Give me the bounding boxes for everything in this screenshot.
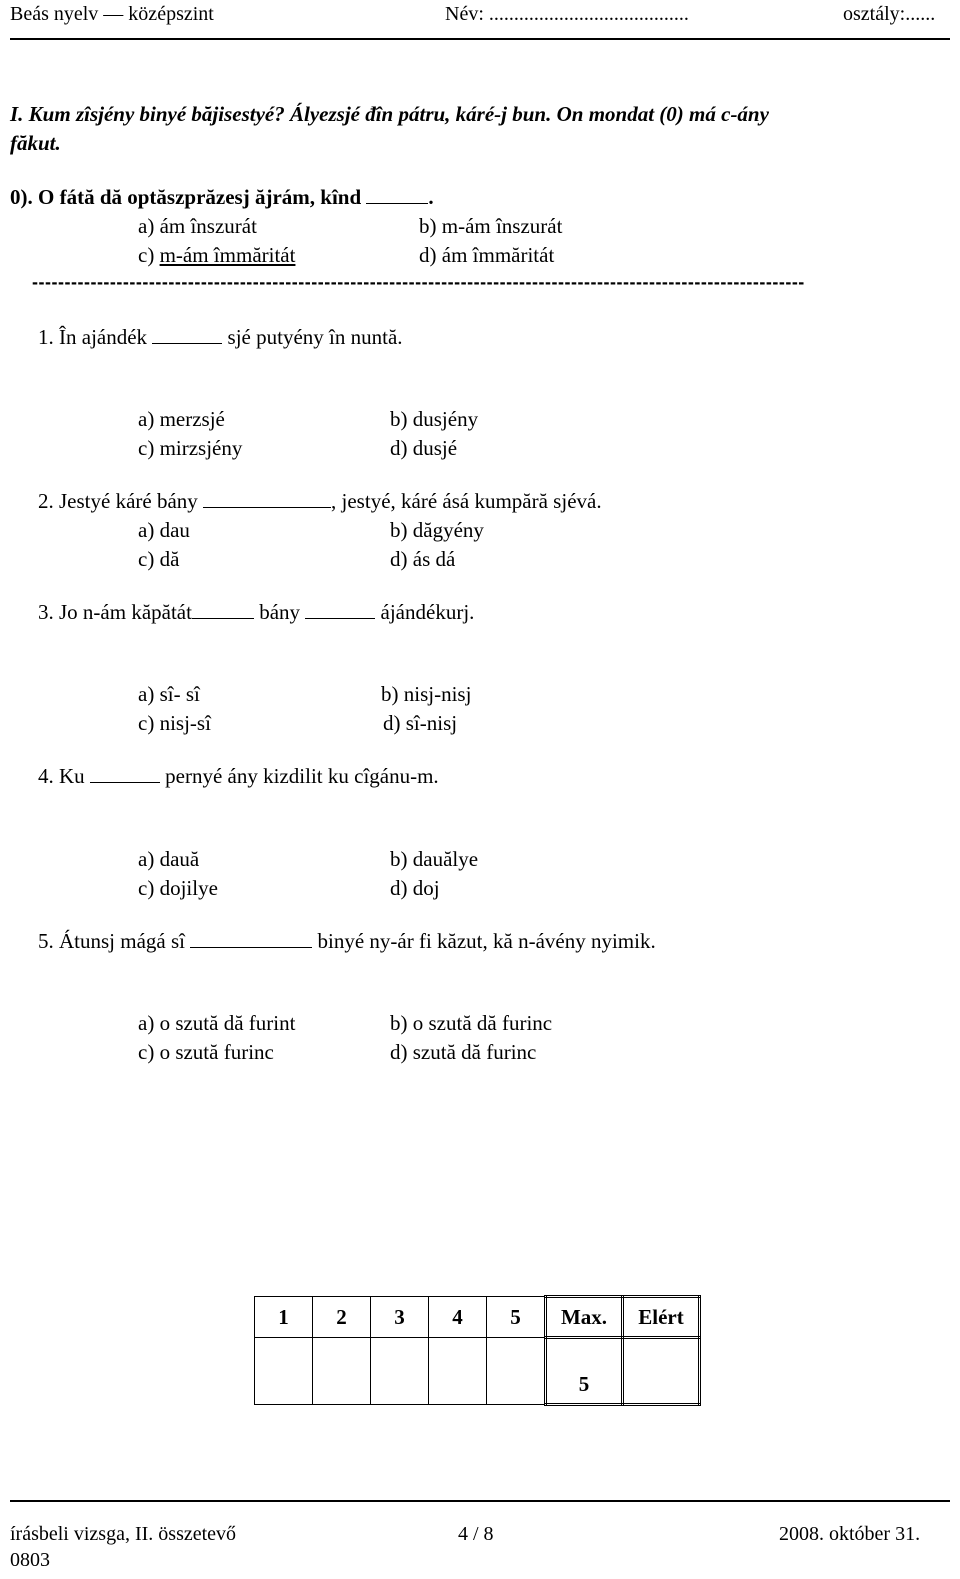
footer-exam-label: írásbeli vizsga, II. összetevő xyxy=(10,1523,237,1545)
footer-page-number: 4 / 8 xyxy=(458,1523,494,1545)
task-title-line2: făkut. xyxy=(10,131,61,155)
question-3-blank-1 xyxy=(192,602,254,619)
question-3-text-b: bány xyxy=(259,600,301,624)
question-4 xyxy=(38,766,439,787)
question-1-option-c: c) mirzsjény xyxy=(138,436,243,460)
score-header-max: Max. xyxy=(546,1297,623,1338)
example-option-c xyxy=(138,245,295,266)
question-2-option-b: b) dăgyény xyxy=(390,518,484,542)
score-table-header-row xyxy=(255,1297,700,1338)
question-4-option-d: d) doj xyxy=(390,876,440,900)
example-separator: ----------------------------------------------------------------------------------------------------------------------- xyxy=(32,273,805,291)
question-3-blank-2 xyxy=(305,602,375,619)
question-1 xyxy=(38,327,403,348)
question-3-option-d: d) sî-nisj xyxy=(383,711,458,735)
example-option-d: d) ám îmmăritát xyxy=(419,243,555,267)
score-cell-5 xyxy=(487,1338,546,1405)
question-2-option-d: d) ás dá xyxy=(390,547,456,571)
question-3-text-c: ájándékurj. xyxy=(380,600,475,624)
question-4-option-b: b) dauălye xyxy=(390,847,479,871)
question-1-text-a: 1. În ajándék xyxy=(38,325,148,349)
score-header-5: 5 xyxy=(487,1297,546,1338)
score-header-1: 1 xyxy=(255,1297,313,1338)
question-1-option-b: b) dusjény xyxy=(390,407,479,431)
score-table-value-row xyxy=(255,1338,700,1405)
question-5-text-b: binyé ny-ár fi kăzut, kă n-ávény nyimik. xyxy=(317,929,656,953)
question-5-option-a: a) o szută dă furint xyxy=(138,1011,296,1035)
header-name-field: Név: ........................................ xyxy=(445,3,689,25)
example-end: . xyxy=(428,185,434,209)
score-cell-4 xyxy=(429,1338,487,1405)
footer-code: 0803 xyxy=(10,1549,50,1571)
question-2-blank xyxy=(203,491,331,508)
question-2-text-b: , jestyé, káré ásá kumpără sjévá. xyxy=(331,489,602,513)
example-option-b: b) m-ám înszurát xyxy=(419,214,563,238)
score-cell-2 xyxy=(313,1338,371,1405)
header-class-field: osztály:...... xyxy=(843,3,936,25)
question-5-option-d: d) szută dă furinc xyxy=(390,1040,537,1064)
score-header-3: 3 xyxy=(371,1297,429,1338)
task-title-line1: I. Kum zîsjény binyé băjisestyé? Ályezsjé đîn pátru, káré-j bun. On mondat (0) má c-ány xyxy=(10,102,769,126)
example-text: 0). O fátă dă optăszprăzesj ăjrám, kînd xyxy=(10,185,362,209)
header-subject: Beás nyelv — középszint xyxy=(10,3,214,25)
question-1-option-a: a) merzsjé xyxy=(138,407,225,431)
question-1-text-b: sjé putyény în nuntă. xyxy=(227,325,403,349)
question-5-option-c: c) o szută furinc xyxy=(138,1040,274,1064)
question-5 xyxy=(38,931,656,952)
question-4-option-a: a) dauă xyxy=(138,847,200,871)
score-cell-3 xyxy=(371,1338,429,1405)
question-4-text-b: pernyé ány kizdilit ku cîgánu-m. xyxy=(165,764,439,788)
score-header-achieved: Elért xyxy=(623,1297,700,1338)
score-table xyxy=(254,1295,701,1406)
score-header-2: 2 xyxy=(313,1297,371,1338)
example-option-a: a) ám înszurát xyxy=(138,214,257,238)
question-3 xyxy=(38,602,474,623)
question-4-blank xyxy=(90,766,160,783)
question-5-option-b: b) o szută dă furinc xyxy=(390,1011,553,1035)
question-4-option-c: c) dojilye xyxy=(138,876,218,900)
example-option-c-prefix: c) xyxy=(138,243,155,267)
question-5-blank xyxy=(190,931,312,948)
question-3-option-a: a) sî- sî xyxy=(138,682,200,706)
example-sentence xyxy=(10,187,434,208)
example-correct-answer: m-ám îmmăritát xyxy=(159,243,296,267)
score-header-4: 4 xyxy=(429,1297,487,1338)
question-2-text-a: 2. Jestyé káré bány xyxy=(38,489,198,513)
question-2-option-c: c) dă xyxy=(138,547,180,571)
question-1-option-d: d) dusjé xyxy=(390,436,458,460)
footer-date: 2008. október 31. xyxy=(779,1523,921,1545)
score-cell-max: 5 xyxy=(546,1338,623,1405)
score-cell-1 xyxy=(255,1338,313,1405)
question-5-text-a: 5. Átunsj mágá sî xyxy=(38,929,185,953)
score-cell-achieved xyxy=(623,1338,700,1405)
question-3-option-c: c) nisj-sî xyxy=(138,711,211,735)
question-4-text-a: 4. Ku xyxy=(38,764,85,788)
header-rule xyxy=(10,38,950,40)
question-2 xyxy=(38,491,602,512)
question-2-option-a: a) dau xyxy=(138,518,190,542)
question-3-text-a: 3. Jo n-ám kăpătát xyxy=(38,600,192,624)
footer-rule xyxy=(10,1500,950,1502)
question-1-blank xyxy=(152,327,222,344)
question-3-option-b: b) nisj-nisj xyxy=(381,682,472,706)
example-blank xyxy=(366,187,428,204)
